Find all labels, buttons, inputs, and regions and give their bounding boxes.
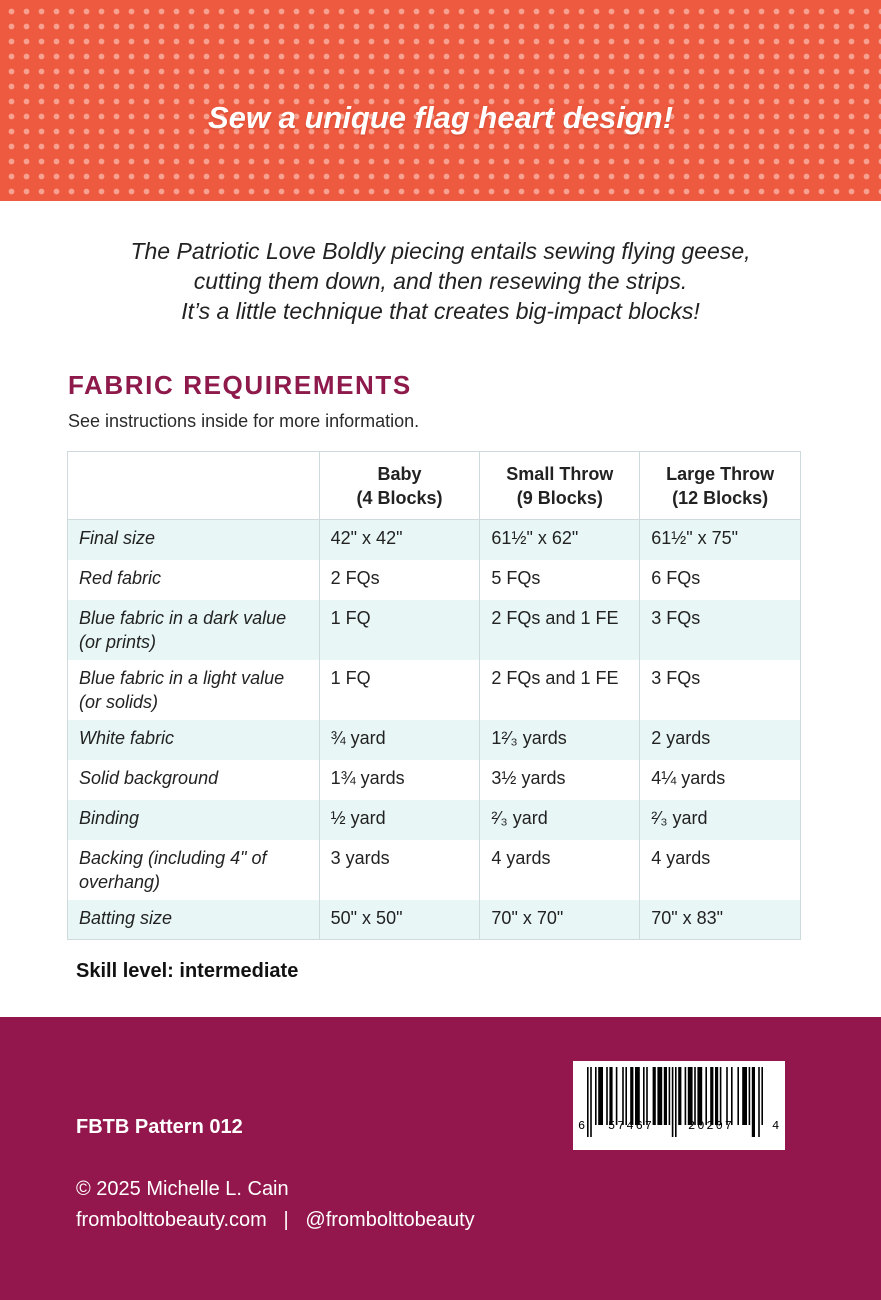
barcode-bar [742,1067,747,1125]
cell-large: 2 yards [651,727,711,748]
cell-large: 3 FQs [651,667,701,688]
barcode-bar [710,1067,713,1125]
footer [0,1017,881,1300]
footer-separator: | [283,1209,289,1231]
barcode-bar [609,1067,612,1125]
barcode-bar [625,1067,627,1125]
cell-small: 70" x 70" [480,900,640,940]
table-row [68,660,801,720]
row-label: Batting size [68,900,320,940]
barcode-bar [598,1067,603,1125]
social-handle-link[interactable]: @frombolttobeauty [305,1209,475,1231]
header-baby: Baby (4 Blocks) [319,452,480,520]
barcode-bar [590,1067,592,1137]
barcode-bar [616,1067,618,1125]
row-label: Final size [68,520,320,560]
barcode-bar [653,1067,656,1125]
cell-small: 2 FQs and 1 FE [480,660,640,720]
fabric-requirements-table [67,451,801,940]
cell-baby: ¾ yard [319,720,480,760]
header-large-throw: Large Throw (12 Blocks) [640,452,801,520]
cell-small: 3½ yards [480,760,640,800]
cell-large: 3 FQs [651,607,701,628]
cell-large: 6 FQs [651,567,701,588]
barcode-bar [678,1067,681,1125]
intro-line-2: cutting them down, and then resewing the strips. [193,268,688,294]
cell-baby: 3 yards [319,840,480,900]
table-row [68,720,801,760]
barcode-bar [726,1067,728,1125]
cell-baby: 2 FQs [319,560,480,600]
barcode-bar [758,1067,760,1137]
cell-small: 4 yards [480,840,640,900]
barcode-group-2: 20207 [688,1119,735,1133]
cell-baby: ½ yard [319,800,480,840]
cell-small: 1²⁄₃ yards [480,720,640,760]
barcode-bar [694,1067,696,1125]
cell-small: 5 FQs [480,560,640,600]
barcode-bar [664,1067,667,1125]
intro-line-1: The Patriotic Love Boldly piecing entails sewing flying geese, [130,238,751,264]
row-label: Backing (including 4" of overhang) [68,840,320,900]
cell-small: 61½" x 62" [480,520,640,560]
header-banner [0,0,881,201]
intro-line-3: It’s a little technique that creates big-impact blocks! [181,298,700,324]
barcode-bar [737,1067,739,1125]
barcode-bar [731,1067,733,1125]
cell-large: 70" x 83" [651,907,724,928]
row-label: Blue fabric in a light value (or solids) [68,660,320,720]
table-header-row [68,452,801,520]
table-row [68,760,801,800]
barcode-bar [622,1067,624,1125]
cell-baby: 50" x 50" [319,900,480,940]
footer-links [76,1209,475,1232]
barcode-bar [595,1067,597,1125]
table-row [68,600,801,660]
cell-baby: 42" x 42" [319,520,480,560]
barcode-bar [587,1067,589,1137]
row-label: White fabric [68,720,320,760]
barcode-bar [720,1067,722,1125]
barcode-bar [657,1067,662,1125]
table-row [68,520,801,560]
barcode-bar [630,1067,633,1125]
barcode-bar [761,1067,763,1125]
skill-level: Skill level: intermediate [76,960,299,982]
barcode-bar [646,1067,648,1125]
barcode-bar [715,1067,718,1125]
barcode-bar [749,1067,751,1125]
row-label: Binding [68,800,320,840]
barcode-right-digit: 4 [772,1119,780,1133]
barcode-bar [675,1067,677,1137]
header-empty [68,452,320,520]
barcode-bar [705,1067,707,1125]
barcode-bar [685,1067,687,1125]
row-label: Blue fabric in a dark value (or prints) [68,600,320,660]
barcode [573,1061,785,1150]
section-title: FABRIC REQUIREMENTS [68,370,412,400]
cell-baby: 1¾ yards [319,760,480,800]
barcode-bar [635,1067,640,1125]
cell-baby: 1 FQ [319,600,480,660]
table-row [68,900,801,940]
table-row [68,560,801,600]
cell-small: 2 FQs and 1 FE [480,600,640,660]
barcode-bar [688,1067,693,1125]
barcode-bar [697,1067,702,1125]
barcode-bar [672,1067,674,1137]
row-label: Solid background [68,760,320,800]
cell-large: 4¼ yards [651,767,726,788]
pattern-number: FBTB Pattern 012 [76,1116,243,1138]
section-subtitle: See instructions inside for more information. [68,411,420,431]
website-link[interactable]: frombolttobeauty.com [76,1209,267,1231]
barcode-bars [573,1061,785,1150]
barcode-bar [752,1067,755,1137]
table-row [68,800,801,840]
cell-small: ²⁄₃ yard [480,800,640,840]
barcode-bar [643,1067,645,1125]
barcode-bar [669,1067,671,1125]
cell-baby: 1 FQ [319,660,480,720]
header-small-throw: Small Throw (9 Blocks) [480,452,640,520]
banner-headline: Sew a unique flag heart design! [207,100,674,135]
barcode-left-digit: 6 [578,1119,586,1133]
barcode-bar [606,1067,608,1125]
cell-large: 4 yards [651,847,711,868]
table-row [68,840,801,900]
cell-large: 61½" x 75" [651,528,739,548]
intro-paragraph [60,236,821,326]
row-label: Red fabric [68,560,320,600]
barcode-group-1: 57467 [608,1119,655,1133]
copyright: © 2025 Michelle L. Cain [76,1178,289,1200]
cell-large: ²⁄₃ yard [651,807,708,828]
